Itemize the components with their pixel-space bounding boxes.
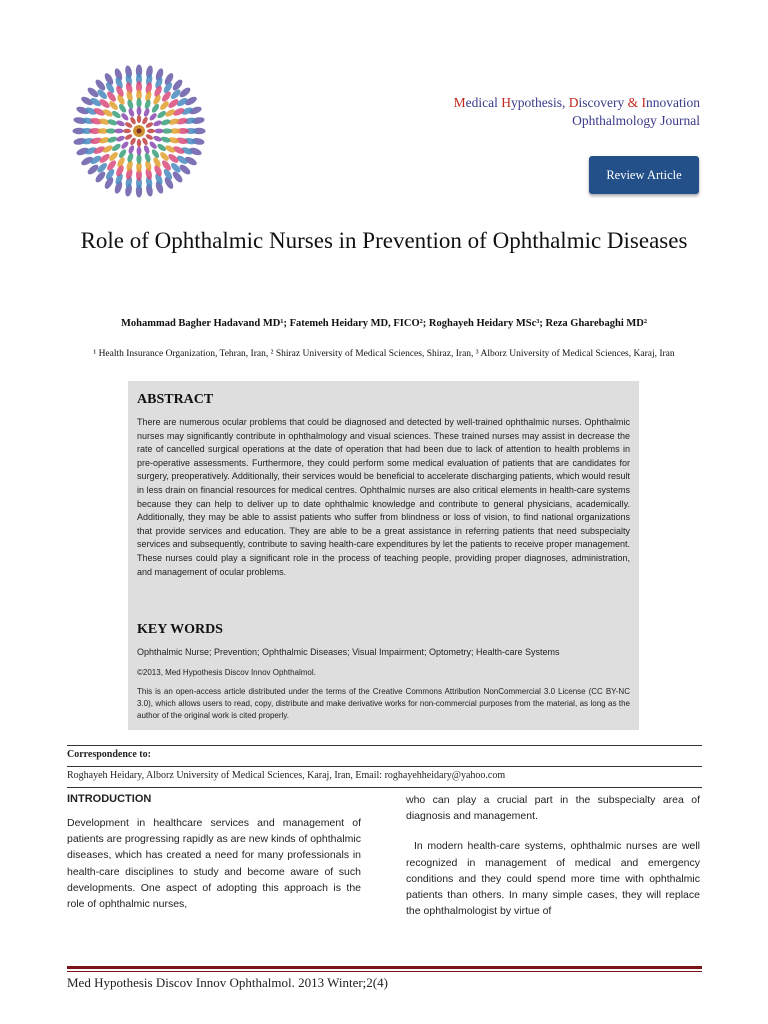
journal-name-initial: H <box>501 95 511 110</box>
divider <box>67 766 702 767</box>
section-heading-introduction: INTRODUCTION <box>67 793 152 805</box>
mandala-petal <box>115 119 125 127</box>
mandala-petal <box>115 135 125 143</box>
paragraph: who can play a crucial part in the subspecialty area of diagnosis and management. <box>406 794 700 823</box>
mandala-petal <box>143 144 151 154</box>
mandala-petal <box>152 135 162 143</box>
footer-citation: Med Hypothesis Discov Innov Ophthalmol. 2013 Winter;2(4) <box>67 975 388 990</box>
mandala-petal <box>155 129 164 134</box>
mandala-petal <box>137 139 141 147</box>
journal-name-initial: I <box>641 95 646 110</box>
correspondence-text: Roghayeh Heidary, Alborz University of Medical Sciences, Karaj, Iran, Email: roghayehheidary@yahoo.com <box>67 770 506 781</box>
journal-name-word: edical <box>465 95 502 110</box>
journal-subtitle: Ophthalmology Journal <box>572 113 700 128</box>
keywords-heading: KEY WORDS <box>137 622 223 637</box>
author-list: Mohammad Bagher Hadavand MD¹; Fatemeh Heidary MD, FICO²; Roghayeh Heidary MSc³; Reza Gharebaghi MD² <box>120 318 648 329</box>
journal-name <box>454 95 700 111</box>
article-type-badge: Review Article <box>589 156 699 194</box>
journal-name-initial: D <box>568 95 579 110</box>
mandala-petal <box>123 129 131 133</box>
journal-logo-mandala <box>72 64 206 198</box>
license-notice: This is an open-access article distributed under the terms of the Creative Commons Attribution NonCommercial 3.0 License (CC BY-NC 3.0), which allows users to read, copy, distribute and make derivative works for non-commercial purposes from the material, as long as the author of the original work is cited properly. <box>137 687 630 720</box>
footer-rule <box>67 971 702 972</box>
body-text-right-column <box>406 792 700 919</box>
abstract-box <box>128 381 639 730</box>
mandala-petal <box>120 112 130 122</box>
mandala-petal <box>120 140 130 150</box>
footer-rule <box>67 966 702 969</box>
mandala-petal <box>127 144 135 154</box>
correspondence-label: Correspondence to: <box>67 749 151 760</box>
mandala-petal <box>152 119 162 127</box>
divider <box>67 787 702 788</box>
article-title: Role of Ophthalmic Nurses in Prevention of Ophthalmic Diseases <box>80 228 688 253</box>
abstract-heading: ABSTRACT <box>137 392 214 407</box>
mandala-petal <box>144 99 152 110</box>
mandala-petal <box>143 107 151 117</box>
mandala-petal <box>144 152 152 163</box>
mandala-petal <box>160 136 171 144</box>
journal-name-initial: & <box>627 95 639 110</box>
mandala-petal <box>148 112 158 122</box>
mandala-center-dot <box>137 129 142 134</box>
paragraph: In modern health-care systems, ophthalmic nurses are well recognized in management of medical and emergency conditions and they could spend more time with ophthalmic patients than others. In many simple cases, they will replace the ophthalmologist by virtue of <box>406 840 700 918</box>
mandala-petal <box>137 147 142 156</box>
keywords-text: Ophthalmic Nurse; Prevention; Ophthalmic Diseases; Visual Impairment; Optometry; Health-care Systems <box>137 647 560 657</box>
journal-name-word: ypothesis, <box>510 95 569 110</box>
mandala-petal <box>160 118 171 126</box>
mandala-petal <box>148 140 158 150</box>
mandala-petal <box>115 129 124 134</box>
mandala-petal <box>126 152 134 163</box>
journal-name-initial: M <box>453 95 466 110</box>
mandala-petal <box>126 99 134 110</box>
mandala-petal <box>137 115 141 123</box>
mandala-petal <box>107 136 118 144</box>
journal-name-word: nnovation <box>646 95 700 110</box>
abstract-text: There are numerous ocular problems that could be diagnosed and detected by well-trained ophthalmic nurses. Ophthalmic nurses may significantly contribute in ophthalmology and visual sciences. These trained nurses may assist in decrease the rate of cancelled surgical operations at the date of operation that had been due to lack of attention to health problems in pre-operative assessments. Furthermore, they could perform some medical evaluation of patients that are candidates for surgery, preoperatively. Additionally, their services would be beneficial to accelerate discharging patients, which would result in less drain on financial resources for medical centres. Ophthalmic nurses are also critical elements in health-care systems because they can help to deliver up to date ophthalmic knowledge and contribute to general physicians, academically. Additionally, they may be able to assist patients who suffer from blindness or loss of vision, to find national organizations that provide services and education. They are able to be a great assistance in referring patients that need subspecialty services and subsequently, contribute to saving health-care expenditures by let the patients to receive proper management. These nurses could play a significant role in the process of teaching people, providing proper diagnoses, administration, and management of ocular problems. <box>137 417 630 577</box>
mandala-petal <box>147 129 155 133</box>
mandala-petal <box>127 107 135 117</box>
copyright-notice: ©2013, Med Hypothesis Discov Innov Ophthalmol. <box>137 668 316 677</box>
journal-name-word: iscovery <box>578 95 628 110</box>
mandala-petal <box>107 118 118 126</box>
mandala-petal <box>137 107 142 116</box>
author-affiliations: ¹ Health Insurance Organization, Tehran, Iran, ² Shiraz University of Medical Sciences, Shiraz, Iran, ³ Alborz University of Medical Sciences, Karaj, Iran <box>93 349 675 359</box>
divider <box>67 745 702 746</box>
body-text-left-column: Development in healthcare services and management of patients are progressing rapidly as are new kinds of ophthalmic diseases, which has created a need for many professionals in health-care disciplines to study and become aware of such developments. One aspect of adopting this approach is the role of ophthalmic nurses, <box>67 817 361 911</box>
